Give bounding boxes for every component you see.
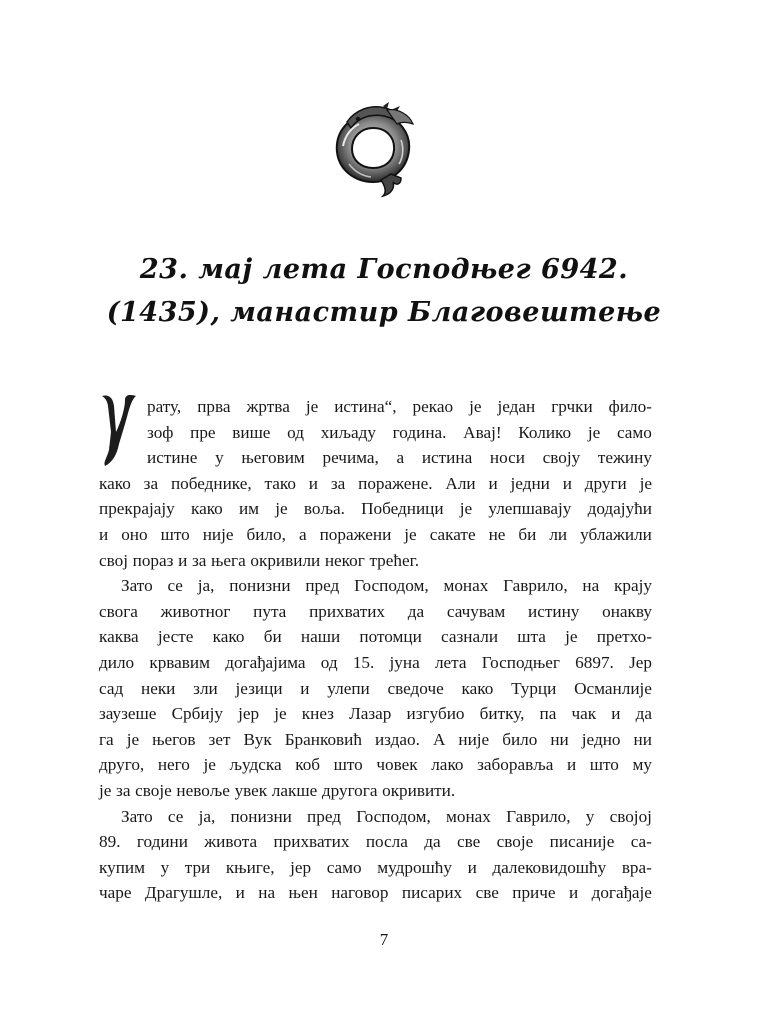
text-line: је за своје невоље увек лакше другога окривити. (99, 780, 456, 800)
text-line: Зато се ја, понизни пред Господом, монах Гаврило, у својој (121, 806, 652, 826)
opening-quote-mark: „ (108, 431, 117, 453)
chapter-title-line-2: (1435), манастир Благовештење (106, 297, 662, 328)
chapter-title-line-1: 23. мај лета Господњег 6942. (139, 254, 629, 285)
text-line: рату, прва жртва је истина“, рекао је један грчки фило- (147, 397, 652, 416)
page-number: 7 (379, 930, 389, 949)
text-line: сад неки зли језици и улепи сведоче како Турци Османлије (99, 678, 652, 698)
serpent-ornament-icon (327, 100, 419, 198)
text-line: како за победнике, тако и за поражене. Али и једни и други је (99, 473, 652, 493)
text-line: га је његов зет Вук Бранковић издао. А није било ни једно ни (99, 729, 652, 749)
text-line: друго, него је људска коб што човек лако заборавља и што му (99, 755, 652, 775)
text-line: свога животног пута прихватих да сачувам истину онакву (99, 601, 652, 621)
text-line: прекрајају како им је воља. Победници је улепшавају додајући (99, 499, 652, 519)
text-line: 89. години живота прихватих посла да све своје писаније са- (99, 832, 652, 852)
paragraph-2 (99, 573, 652, 803)
text-line: зоф пре више од хиљаду година. Авај! Колико је само (147, 422, 652, 442)
text-line: и оно што није било, а поражени је сакате не би ли ублажили (99, 524, 652, 544)
drop-cap-text: У (99, 392, 100, 393)
text-line: Зато се ја, понизни пред Господом, монах Гаврило, на крају (121, 576, 652, 596)
text-line: свој пораз и за њега окривили неког трећег. (99, 550, 420, 570)
text-line: дило крвавим догађајима од 15. јуна лета Господњег 6897. Јер (99, 652, 652, 672)
text-line: истине у његовим речима, а истина носи своју тежину (147, 448, 652, 468)
paragraph-1 (99, 394, 652, 573)
text-line: чаре Драгушле, и на њен наговор писарих све приче и догађаје (99, 883, 652, 903)
body-text (99, 394, 652, 906)
text-line: купим у три књиге, јер само мудрошћу и далековидошћу вра- (99, 857, 652, 877)
paragraph-3 (99, 804, 652, 906)
chapter-title (0, 248, 768, 334)
text-line: заузеше Србију јер је кнез Лазар изгубио битку, па чак и да (99, 704, 652, 724)
text-line: каква јесте како би наши потомци сазнали шта је претхо- (99, 627, 652, 647)
